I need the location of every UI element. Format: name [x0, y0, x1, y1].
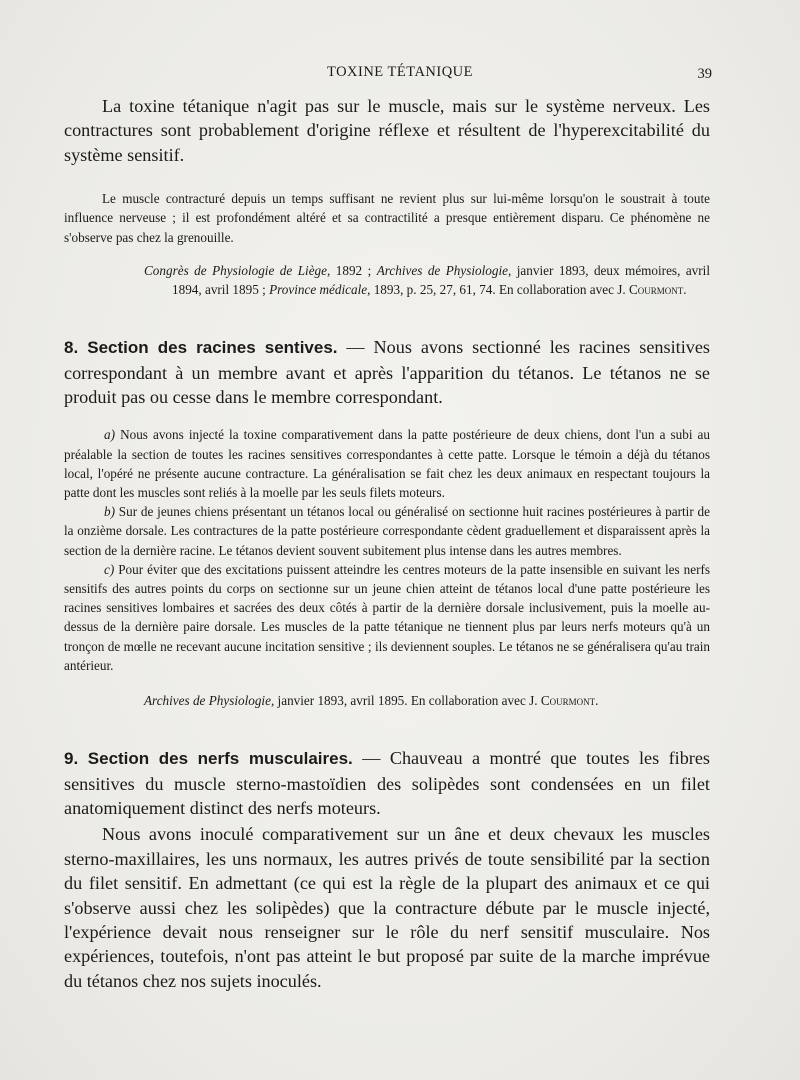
paragraph-c — [64, 560, 710, 675]
item-c-label: c) — [104, 561, 115, 577]
ref2-text-2: . — [595, 693, 599, 709]
ref1-text-4: . — [683, 282, 687, 298]
paragraph-contracture: Le muscle contracturé depuis un temps suffisant ne revient plus sur lui-même lorsqu'on le soustrait à toute influence nerveuse ; il est profondément altéré et sa contractilité a presque entièrement disparu. Ce phénomène ne s'observe pas chez la grenouille. — [64, 191, 710, 245]
ref2-author: Courmont — [540, 693, 596, 709]
item-a-label: a) — [104, 427, 115, 443]
ref1-journal-1: Congrès de Physiologie de Liège — [144, 262, 327, 278]
page-content — [64, 94, 710, 993]
ref1-journal-3: Province médicale — [269, 282, 368, 298]
item-c-text: Pour éviter que des excitations puissent atteindre les centres moteurs de la patte insensible en suivant les nerfs sensitifs des autres points du corps on sectionne sur un jeune chien atteint de tétanos local d'une patte postérieure les racines sensitives lombaires et sacrées des deux côtés à partir de la dernière dorsale inclusivement, puis la moelle au-dessus de la dernière paire dorsale. Les muscles de la patte tétanique ne tiennent plus par leurs nerfs moteurs qu'à un tronçon de mœlle ne recevant aucune incitation sensitive ; ils deviennent souples. Le tétanos ne se généralisera qu'au train antérieur. — [64, 561, 710, 673]
ref2-journal: Archives de Physiologie — [144, 693, 271, 709]
ref2-text-1: , janvier 1893, avril 1895. En collaboration avec J. — [270, 693, 541, 709]
section-9-text: — Chauveau a montré que toutes les fibres sensitives du muscle sterno-mastoïdien des solipèdes sont condensées en un filet anatomiquement distinct des nerfs moteurs. — [64, 748, 710, 818]
ref1-text-1: , 1892 ; — [327, 262, 377, 278]
section-8-text: — Nous avons sectionné les racines sensitives correspondant à un membre avant et après l'apparition du tétanos. Le tétanos ne se produit pas ou cesse dans le membre correspondant. — [64, 337, 710, 408]
paragraph-inoculation: Nous avons inoculé comparativement sur un âne et deux chevaux les muscles sterno-maxillaires, les uns normaux, les autres privés de toute sensibilité par la section du filet sensitif. En admettant (ce qui est la règle de la plupart des animaux et ce qui s'observe aussi chez les solipèdes) que la contracture débute par le muscle injecté, l'expérience devait nous renseigner sur le rôle du nerf sensitif musculaire. Nos expériences, toutefois, n'ont pas atteint le but proposé par suite de la marche imprévue du tétanos chez nos sujets inoculés. — [64, 824, 710, 991]
header-title: TOXINE TÉTANIQUE — [326, 64, 474, 80]
paragraph-b — [64, 502, 710, 560]
ref1-text-2: , janvier 1893, deux mémoires, avril 1894, avril 1895 ; — [172, 262, 710, 298]
reference-1 — [64, 261, 710, 299]
paragraph-toxin-action: La toxine tétanique n'agit pas sur le muscle, mais sur le système nerveux. Les contractures sont probablement d'origine réflexe et résultent de l'hyperexcitabilité du système sensitif. — [64, 96, 710, 165]
item-a-text: Nous avons injecté la toxine comparativement dans la patte postérieure de deux chiens, dont l'un a subi au préalable la section de toutes les racines sensitives correspondantes à cette patte. Lorsque le témoin a déjà du tétanos local, l'opéré ne présente aucune contracture. La généralisation se fait chez les deux animaux en respectant toujours la patte dont les muscles sont reliés à la moelle par les seuls filets moteurs. — [64, 427, 710, 501]
section-9-heading: 9. Section des nerfs musculaires. — [64, 749, 353, 769]
item-b-text: Sur de jeunes chiens présentant un tétanos local ou généralisé on sectionne huit racines postérieures à partir de la onzième dorsale. Les contractures de la patte postérieure correspondante cèdent graduellement et disparaissent après la section de la dernière racine. Le tétanos devient souvent subitement plus intense dans les autres membres. — [64, 504, 710, 558]
paragraph-a — [64, 425, 710, 502]
section-9 — [64, 746, 710, 820]
ref1-text-3: , 1893, p. 25, 27, 61, 74. En collaboration avec J. — [367, 282, 629, 298]
section-8 — [64, 335, 710, 409]
ref1-author: Courmont — [628, 282, 684, 298]
ref1-journal-2: Archives de Physiologie — [376, 262, 508, 278]
section-8-heading: 8. Section des racines sentives. — [64, 338, 338, 358]
page-number: 39 — [697, 66, 712, 82]
item-b-label: b) — [104, 504, 115, 520]
running-header — [0, 60, 800, 84]
reference-2 — [64, 691, 710, 710]
